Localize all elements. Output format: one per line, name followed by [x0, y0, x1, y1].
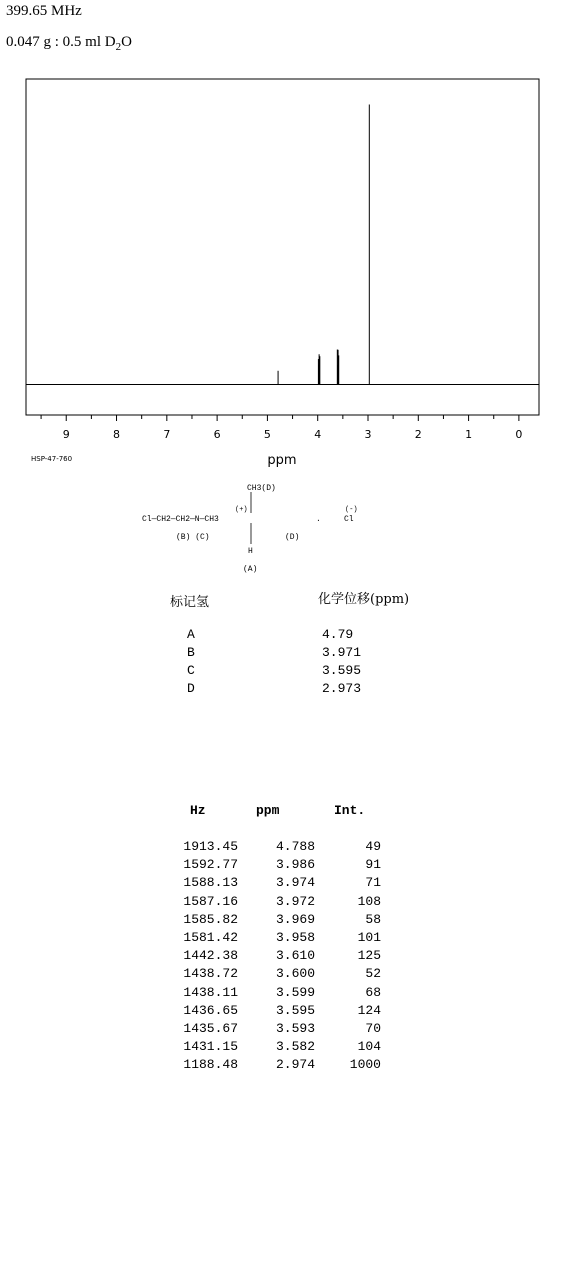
peak-int: 1000 [349, 1057, 381, 1073]
peak-int: 91 [365, 857, 381, 873]
peak-hz: 1435.67 [183, 1021, 238, 1036]
peak-int: 52 [365, 966, 381, 982]
peak-header-int: Int. [334, 803, 366, 818]
peaks-layer [278, 105, 369, 385]
x-tick-label: 6 [213, 428, 221, 441]
peak-ppm: 3.595 [275, 1002, 315, 1018]
sample-prefix: 0.047 g : 0.5 ml D [6, 34, 116, 50]
counter-ion: Cl [344, 515, 354, 524]
x-tick-label: 3 [364, 428, 372, 441]
structure-main-chain: Cl—CH2—CH2—N—CH3 [142, 515, 219, 524]
assignment-label: B [187, 645, 195, 660]
assignment-shift: 3.971 [322, 645, 362, 660]
assignment-col-shift: 化学位移(ppm) [318, 592, 410, 607]
peak-hz: 1438.72 [183, 966, 238, 982]
peak-hz: 1913.45 [183, 839, 238, 854]
peak-int: 108 [357, 893, 381, 909]
x-tick-label: 8 [113, 428, 121, 441]
x-tick-label: 0 [515, 428, 523, 441]
peak-ppm: 2.974 [275, 1057, 315, 1073]
assignment-col-label: 标记氢 [170, 595, 210, 610]
peak-hz: 1431.15 [183, 1039, 238, 1055]
peak-ppm: 3.593 [275, 1021, 315, 1036]
peak-hz: 1188.48 [183, 1057, 238, 1073]
peak-int: 58 [365, 911, 381, 927]
peak-int: 104 [357, 1039, 381, 1055]
peak-hz: 1587.16 [183, 893, 238, 909]
peak-ppm: 3.972 [275, 893, 315, 909]
frequency-label: 399.65 MHz [6, 3, 82, 19]
structure-h-label: H [248, 547, 253, 556]
peak-header-hz: Hz [190, 803, 206, 818]
structure-separator: . [316, 515, 321, 524]
peak-header-ppm: ppm [256, 803, 280, 818]
plot-frame [26, 79, 539, 415]
peak-int: 101 [357, 930, 381, 945]
peak-hz: 1442.38 [183, 948, 238, 964]
sample-subscript: 2 [115, 41, 122, 53]
peak-hz: 1581.42 [183, 930, 238, 945]
assignment-shift: 2.973 [322, 681, 362, 696]
nmr-spectrum-chart [0, 0, 570, 480]
peak-hz: 1585.82 [183, 911, 238, 927]
peak-int: 124 [357, 1002, 381, 1018]
x-axis-label: ppm [267, 453, 297, 468]
x-tick-label: 5 [263, 428, 271, 441]
peak-hz: 1588.13 [183, 875, 238, 891]
peak-hz: 1592.77 [183, 857, 238, 873]
structure-sub-labels: (B) (C) [176, 533, 210, 542]
x-tick-label: 2 [414, 428, 422, 441]
assignment-label: C [187, 663, 195, 678]
ticks-layer [41, 415, 522, 441]
x-tick-label: 1 [465, 428, 473, 441]
x-tick-label: 4 [314, 428, 322, 441]
peak-ppm: 3.974 [275, 875, 315, 891]
assignment-shift: 4.79 [322, 627, 354, 642]
spectrum-code: HSP-47-760 [31, 455, 73, 463]
structure-top-label: CH3(D) [247, 484, 276, 493]
structure-d-label: (D) [285, 533, 300, 542]
structure-diagram [140, 475, 400, 580]
x-tick-label: 9 [62, 428, 70, 441]
peak-ppm: 3.582 [275, 1039, 315, 1055]
x-tick-label: 7 [163, 428, 171, 441]
peak-ppm: 3.610 [275, 948, 315, 964]
peak-ppm: 3.599 [275, 984, 315, 1000]
peak-int: 70 [365, 1021, 381, 1036]
peak-ppm: 3.600 [275, 966, 315, 982]
charge-plus: (+) [235, 506, 248, 514]
peak-int: 49 [365, 839, 381, 854]
sample-suffix: O [121, 34, 132, 50]
assignment-label: D [187, 681, 195, 696]
peak-hz: 1438.11 [183, 984, 238, 1000]
peak-ppm: 3.986 [275, 857, 315, 873]
peak-int: 68 [365, 984, 381, 1000]
assignment-label: A [187, 627, 195, 642]
peak-hz: 1436.65 [183, 1002, 238, 1018]
structure-a-label: (A) [243, 565, 258, 574]
assignment-shift: 3.595 [322, 663, 362, 678]
peak-int: 71 [365, 875, 381, 891]
charge-minus: (-) [345, 506, 358, 514]
peak-ppm: 3.969 [275, 911, 315, 927]
peak-int: 125 [357, 948, 381, 964]
peak-ppm: 3.958 [275, 930, 315, 945]
peak-ppm: 4.788 [275, 839, 315, 854]
